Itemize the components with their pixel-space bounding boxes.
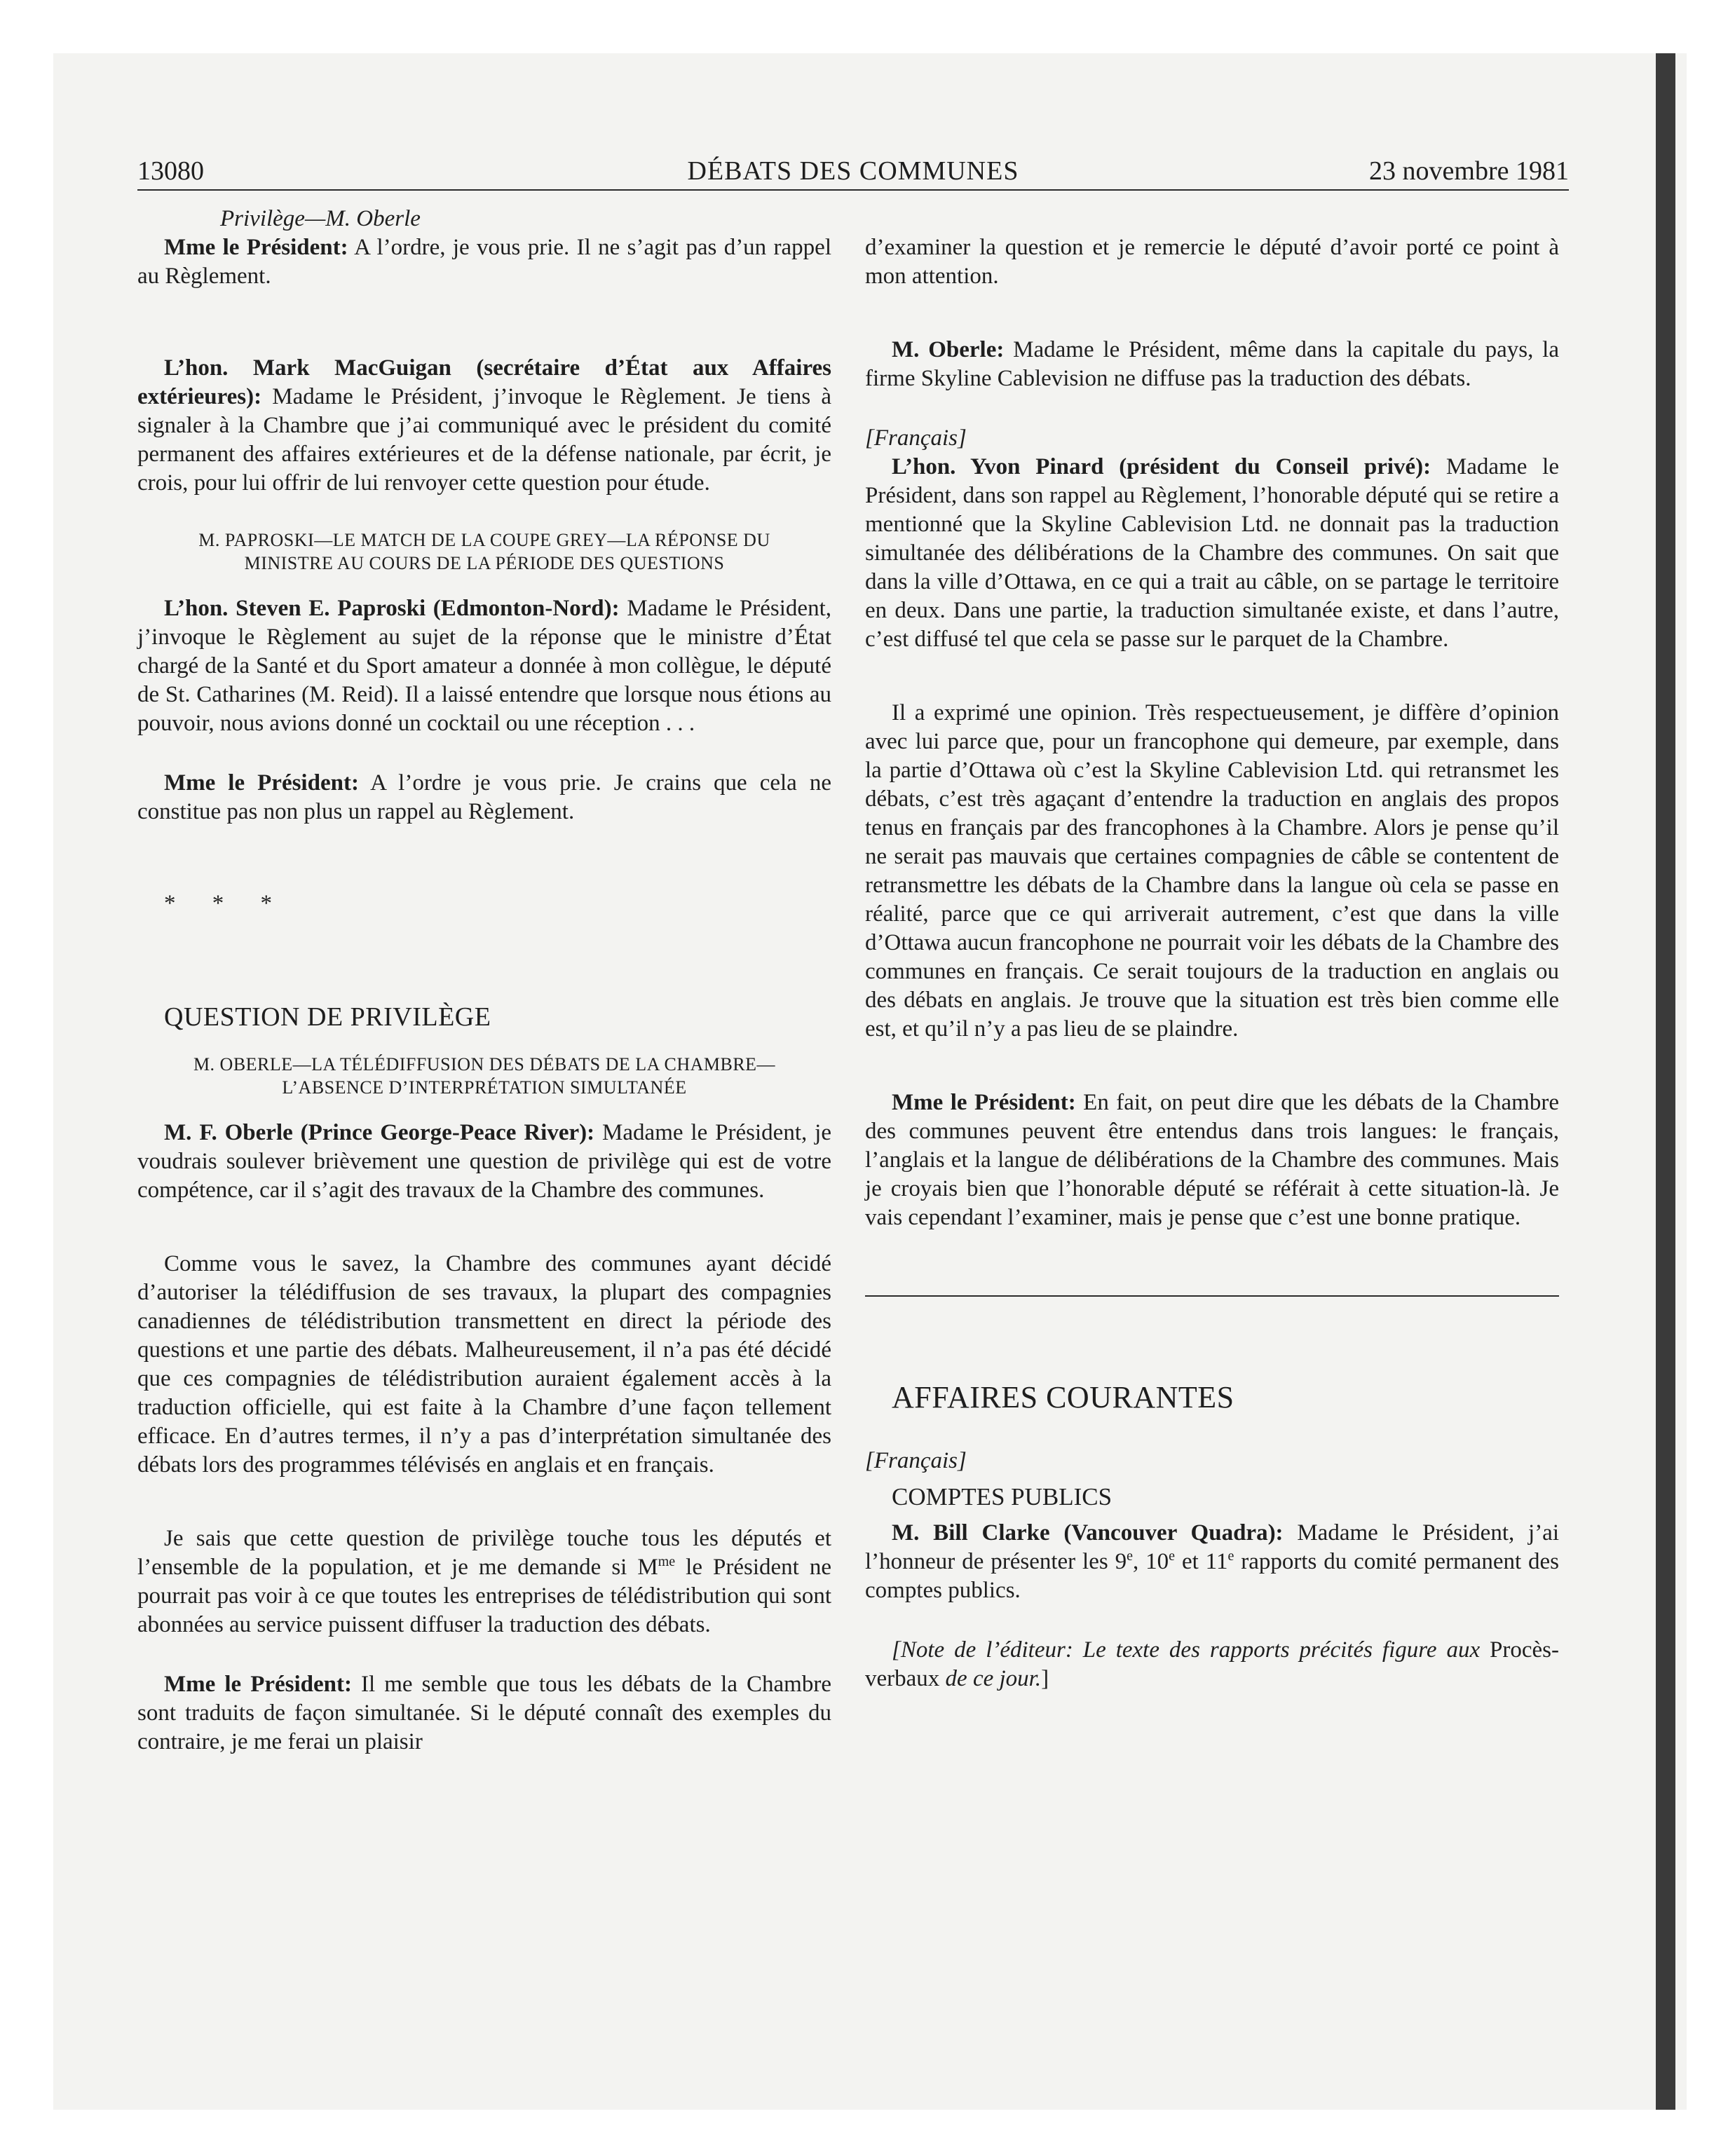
section-heading: AFFAIRES COURANTES <box>892 1380 1234 1414</box>
speaker-name: Mme le Président: <box>164 1672 352 1697</box>
speech-text: Madame le Président, même dans la capitale du pays, la firme Skyline Cablevision ne diffuse pas la traduction des débats. <box>865 337 1559 391</box>
paragraph <box>137 1524 831 1639</box>
subheading-line: M. PAPROSKI—LE MATCH DE LA COUPE GREY—LA RÉPONSE DU <box>198 530 770 550</box>
superscript: me <box>658 1554 676 1569</box>
speaker-name: Mme le Président: <box>164 770 359 796</box>
speech-text: et 11 <box>1175 1549 1228 1574</box>
paragraph <box>137 233 831 291</box>
page-header <box>137 156 1569 191</box>
left-column <box>137 205 831 1756</box>
section-heading: QUESTION DE PRIVILÈGE <box>164 1002 491 1032</box>
paragraph <box>137 1119 831 1205</box>
paragraph: Il a exprimé une opinion. Très respectueusement, je diffère d’opinion avec lui parce que, pour un francophone qui demeure, par exemple, dans la partie d’Ottawa où c’est la Skyline Cablevision Ltd. qui retransmet les débats, c’est très agaçant d’entendre la traduction en anglais des propos tenus en français par des francophones à la Chambre. Alors je pense qu’il ne serait pas mauvais que certaines compagnies de câble se contentent de retransmettre les débats de la Chambre dans la langue où cela se passe en réalité, parce que ce qui arriverait autrement, c’est que dans la ville d’Ottawa aucun francophone ne pourrait voir les débats de la Chambre des communes en français. Ce serait toujours de la traduction en anglais ou des débats en anglais. Je trouve que la situation est très bien comme elle est, et qu’il n’y a pas lieu de se plaindre. <box>865 700 1559 1042</box>
subheading-line: L’ABSENCE D’INTERPRÉTATION SIMULTANÉE <box>282 1077 687 1098</box>
note-text: Procès-verbaux <box>865 1637 1560 1691</box>
paragraph <box>137 594 831 738</box>
paragraph <box>865 336 1559 393</box>
speech-text: Madame le Président, dans son rappel au Règlement, l’honorable député qui se retire a mentionné que la Skyline Cablevision Ltd. ne donnait pas la traduction simultanée des délibérations de la Chambre des communes. On sait que dans la ville d’Ottawa, en ce qui a trait au câble, on se partage le territoire en deux. Dans une partie, la traduction simultanée existe, et dans l’autre, c’est diffusé tel que cela se passe sur le parquet de la Chambre. <box>865 454 1559 652</box>
speaker-name: L’hon. Mark MacGuigan (secrétaire d’État aux Affaires extérieures): <box>137 355 831 409</box>
speech-text: Madame le Président, je voudrais soulever brièvement une question de privilège qui est de votre compétence, car il s’agit des travaux de la Chambre des communes. <box>137 1120 831 1203</box>
superscript: e <box>1227 1548 1234 1564</box>
speaker-name: M. F. Oberle (Prince George-Peace River): <box>164 1120 595 1145</box>
speaker-name: M. Oberle: <box>892 337 1005 362</box>
paragraph <box>137 1670 831 1756</box>
language-marker: [Français] <box>865 425 967 451</box>
speaker-name: M. Bill Clarke (Vancouver Quadra): <box>892 1520 1284 1546</box>
speech-text: A l’ordre je vous prie. Je crains que cela ne constitue pas non plus un rappel au Règlement. <box>137 770 831 824</box>
page-number: 13080 <box>137 156 204 186</box>
speech-text: Madame le Président, j’ai l’honneur de présenter les 9 <box>865 1520 1559 1574</box>
speaker-name: L’hon. Yvon Pinard (président du Conseil privé): <box>892 454 1431 479</box>
speech-text: Je sais que cette question de privilège touche tous les députés et l’ensemble de la population, et je me demande si M <box>137 1526 831 1580</box>
speaker-name: L’hon. Steven E. Paproski (Edmonton-Nord): <box>164 596 620 621</box>
paragraph <box>865 1089 1559 1232</box>
paragraph <box>137 354 831 498</box>
note-italic: [Note de l’éditeur: Le texte des rapports précités figure aux <box>892 1637 1481 1663</box>
speech-text: Il me semble que tous les débats de la Chambre sont traduits de façon simultanée. Si le député connaît des exemples du contraire, je me ferai un plaisir <box>137 1672 831 1754</box>
speaker-name: Mme le Président: <box>892 1090 1076 1115</box>
speech-text: En fait, on peut dire que les débats de la Chambre des communes peuvent être entendus dans trois langues: le français, l’anglais et la langue de délibérations de la Chambre des communes. Mais je croyais bien que l’honorable député se référait à cette situation-là. Je vais cependant l’examiner, mais je pense que c’est une bonne pratique. <box>865 1090 1559 1230</box>
right-column <box>865 205 1559 1693</box>
note-text: ] <box>1041 1666 1049 1691</box>
subsection-heading: COMPTES PUBLICS <box>892 1483 1113 1510</box>
page-date: 23 novembre 1981 <box>1369 156 1569 186</box>
paragraph-continuation: d’examiner la question et je remercie le député d’avoir porté ce point à mon attention. <box>865 235 1559 289</box>
scan-edge-bar <box>1656 53 1675 2110</box>
paragraph <box>865 1519 1559 1605</box>
editor-note <box>865 1636 1559 1693</box>
speech-text: rapports du comité permanent des comptes publics. <box>865 1549 1560 1603</box>
speaker-name: Mme le Président: <box>164 235 348 260</box>
section-subheading <box>137 1053 831 1099</box>
language-marker: [Français] <box>865 1448 967 1473</box>
superscript: e <box>1169 1548 1176 1564</box>
note-italic: de ce jour. <box>945 1666 1042 1691</box>
speech-text: Madame le Président, j’invoque le Règlement. Je tiens à signaler à la Chambre que j’ai communiqué avec le président du comité permanent des affaires extérieures et de la défense nationale, par écrit, je crois, pour lui offrir de lui renvoyer cette question pour étude. <box>137 384 831 496</box>
section-separator-stars: * * * <box>164 891 287 916</box>
speech-text: A l’ordre, je vous prie. Il ne s’agit pas d’un rappel au Règlement. <box>137 235 831 289</box>
subheading-line: MINISTRE AU COURS DE LA PÉRIODE DES QUESTIONS <box>244 553 725 573</box>
publication-title: DÉBATS DES COMMUNES <box>687 156 1019 186</box>
paragraph <box>137 769 831 826</box>
speech-text: Madame le Président, j’invoque le Règlement au sujet de la réponse que le ministre d’État chargé de la Santé et du Sport amateur a donnée à mon collègue, le député de St. Catharines (M. Reid). Il a laissé entendre que lorsque nous étions au pouvoir, nous avions donné un cocktail ou une réception . . . <box>137 596 831 736</box>
paragraph <box>865 453 1559 654</box>
running-head: Privilège—M. Oberle <box>220 206 421 231</box>
subheading-line: M. OBERLE—LA TÉLÉDIFFUSION DES DÉBATS DE LA CHAMBRE— <box>193 1054 776 1074</box>
section-subheading <box>137 528 831 575</box>
superscript: e <box>1127 1548 1134 1564</box>
speech-text: , 10 <box>1133 1549 1169 1574</box>
paragraph: Comme vous le savez, la Chambre des communes ayant décidé d’autoriser la télédiffusion de ses travaux, la plupart des compagnies canadiennes de télédistribution transmettent en direct la période des questions et une partie des débats. Malheureusement, il n’a pas été décidé que ces compagnies de télédistribution auraient également accès à la traduction officielle, qui est faite à la Chambre d’une façon tellement efficace. En d’autres termes, il n’y a pas d’interprétation simultanée des débats lors des programmes télévisés en anglais et en français. <box>137 1251 831 1478</box>
speech-text: le Président ne pourrait pas voir à ce que toutes les entreprises de télédistribution qui sont abonnées au service puissent diffuser la traduction des débats. <box>137 1555 831 1637</box>
